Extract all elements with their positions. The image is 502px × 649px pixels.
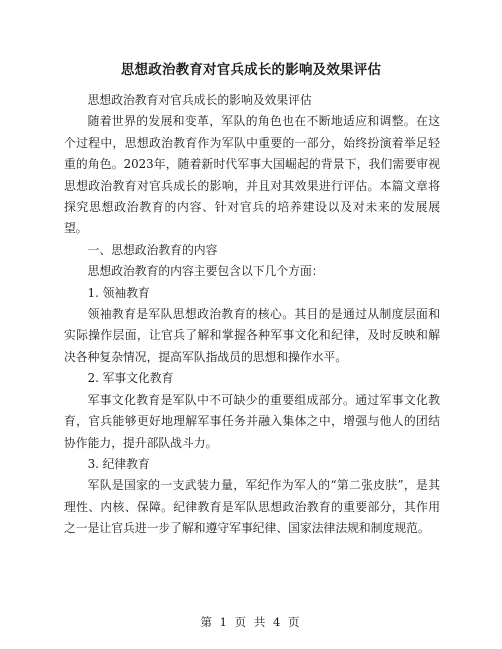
paragraph-section-1-intro: 思想政治教育的内容主要包含以下几个方面：: [87, 264, 324, 279]
paragraph-discipline-education: 军队是国家的一支武装力量，军纪作为军人的“第二张皮肤”，是其理性、内核、保障。纪律教育是军队思想政治教育的重要部分，其作用之一是让官兵进一步了解和遵守军事纪律、国家法律法规和制度规范。: [64, 478, 440, 536]
subheading-discipline-education: 3. 纪律教育: [87, 456, 150, 471]
document-title: 思想政治教育对官兵成长的影响及效果评估: [120, 62, 382, 78]
paragraph-military-culture-education: 军事文化教育是军队中不可缺少的重要组成部分。通过军事文化教育，官兵能够更好地理解军事任务并融入集体之中，增强与他人的团结协作能力，提升部队战斗力。: [64, 392, 440, 450]
paragraph-subtitle: 思想政治教育对官兵成长的影响及效果评估: [87, 93, 312, 107]
page-footer: 第 1 页 共 4 页: [200, 615, 302, 629]
document-body: [64, 90, 440, 540]
paragraph-leadership-education: 领袖教育是军队思想政治教育的核心。其目的是通过从制度层面和实际操作层面，让官兵了解和掌握各种军事文化和纪律，及时反映和解决各种复杂情况，提高军队指战员的思想和操作水平。: [64, 307, 440, 364]
section-heading-1: 一、思想政治教育的内容: [87, 242, 218, 257]
subheading-military-culture-education: 2. 军事文化教育: [87, 371, 174, 386]
subheading-leadership-education: 1. 领袖教育: [87, 285, 150, 300]
paragraph-intro: 随着世界的发展和变革，军队的角色也在不断地适应和调整。在这个过程中，思想政治教育作为军队中重要的一部分，始终扮演着举足轻重的角色。2023年，随着新时代军事大国崛起的背景下，我们需要审视思想政治教育对官兵成长的影响，并且对其效果进行评估。本篇文章将探究思想政治教育的内容、针对官兵的培养建设以及对未来的发展展望。: [64, 114, 440, 236]
